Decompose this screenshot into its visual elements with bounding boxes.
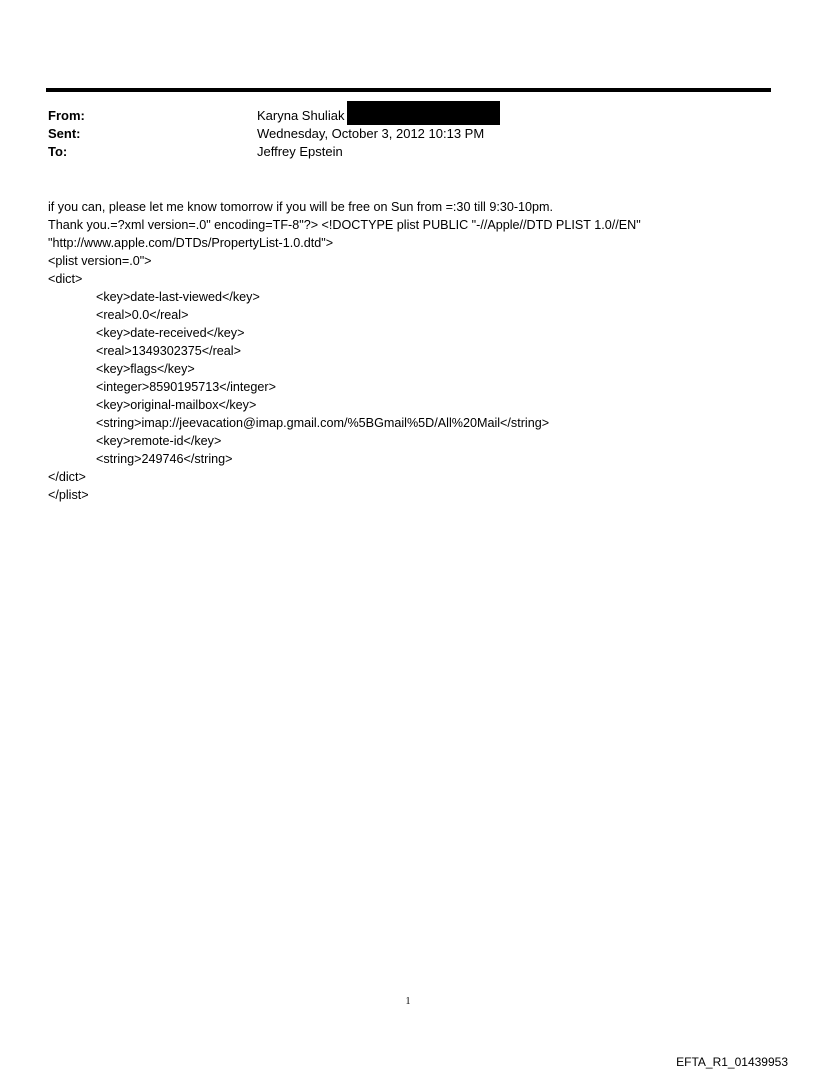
body-line: <plist version=.0"> [48, 254, 152, 268]
to-value: Jeffrey Epstein [257, 144, 343, 159]
redaction-box [347, 101, 500, 125]
to-row [48, 143, 768, 161]
body-line: </plist> [48, 488, 89, 502]
body-line: <real>1349302375</real> [96, 344, 241, 358]
document-id: EFTA_R1_01439953 [676, 1055, 788, 1069]
from-row [48, 107, 768, 125]
body-line: Thank you.=?xml version=.0" encoding=TF-8"?> <!DOCTYPE plist PUBLIC "-//Apple//DTD PLIST 1.0//EN" [48, 218, 641, 232]
body-line: <key>date-last-viewed</key> [96, 290, 260, 304]
body-line: <key>remote-id</key> [96, 434, 222, 448]
body-line: </dict> [48, 470, 86, 484]
from-label: From: [48, 108, 85, 123]
body-line: <key>date-received</key> [96, 326, 245, 340]
to-label: To: [48, 144, 68, 159]
email-body [48, 198, 768, 504]
sent-value: Wednesday, October 3, 2012 10:13 PM [257, 126, 485, 141]
body-line: <integer>8590195713</integer> [96, 380, 276, 394]
body-line: <string>imap://jeevacation@imap.gmail.com/%5BGmail%5D/All%20Mail</string> [96, 416, 550, 430]
body-line: <dict> [48, 272, 83, 286]
body-line: <key>original-mailbox</key> [96, 398, 257, 412]
body-line: <string>249746</string> [96, 452, 233, 466]
body-line: <key>flags</key> [96, 362, 195, 376]
header-divider [46, 88, 771, 92]
sender-name: Karyna Shuliak [257, 108, 345, 123]
body-line: <real>0.0</real> [96, 308, 189, 322]
sent-row [48, 125, 768, 143]
body-line: if you can, please let me know tomorrow if you will be free on Sun from =:30 till 9:30-10pm. [48, 200, 554, 214]
sent-label: Sent: [48, 126, 81, 141]
page-number: 1 [405, 996, 411, 1007]
email-header [48, 107, 768, 161]
body-line: "http://www.apple.com/DTDs/PropertyList-1.0.dtd"> [48, 236, 334, 250]
from-value [257, 107, 500, 125]
